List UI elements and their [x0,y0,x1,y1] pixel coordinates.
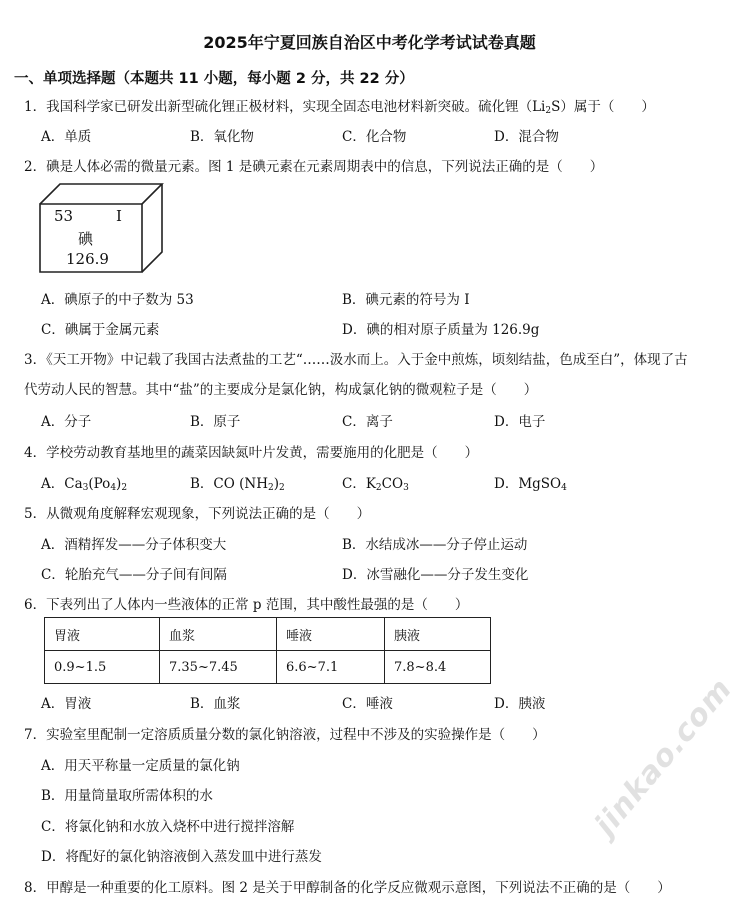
q2-option-a[interactable]: A．碘原子的中子数为 53 [41,292,194,308]
question-1-stem: 1．我国科学家已研发出新型硫化锂正极材料，实现全固态电池材料新突破。硫化锂$(Li_2S)$属于（ ） [24,99,655,116]
q1-option-a[interactable]: A．单质 [41,129,92,145]
table-header-row [45,618,491,651]
q2-option-b[interactable]: B．碘元素的符号为 I [342,292,470,308]
question-6-stem: 6．下表列出了人体内一些液体的正常 p 范围，其中酸性最强的是（ ） [24,597,469,613]
table-cell: 0.9~1.5 [45,651,160,684]
atomic-mass: 126.9 [66,250,109,268]
table-header-cell: 唾液 [277,618,385,651]
q6-option-d[interactable]: D．胰液 [494,696,546,712]
atomic-number: 53 [54,207,74,225]
table-header-cell: 血浆 [160,618,277,651]
q1-option-d[interactable]: D．混合物 [494,129,559,145]
q2-option-c[interactable]: C．碘属于金属元素 [41,322,160,338]
page-title: 2025年宁夏回族自治区中考化学考试试卷真题 [203,33,536,52]
table-cell: 7.35~7.45 [160,651,277,684]
ph-table [44,617,491,684]
q7-option-b[interactable]: B．用量筒量取所需体积的水 [41,788,213,804]
q3-option-b[interactable]: B．原子 [190,414,241,430]
question-3-stem-line2: 代劳动人民的智慧。其中“盐”的主要成分是氯化钠，构成氯化钠的微观粒子是（ ） [24,382,538,398]
q1-option-b[interactable]: B．氧化物 [190,129,254,145]
q4-option-d[interactable]: D．MgSO$_4$ [494,476,567,493]
table-header-cell: 胃液 [45,618,160,651]
q7-option-d[interactable]: D．将配好的氯化钠溶液倒入蒸发皿中进行蒸发 [41,849,322,865]
question-7-stem: 7．实验室里配制一定溶质质量分数的氯化钠溶液，过程中不涉及的实验操作是（ ） [24,727,546,743]
q5-option-c[interactable]: C．轮胎充气——分子间有间隔 [41,567,227,583]
table-header-cell: 胰液 [385,618,491,651]
q7-option-a[interactable]: A．用天平称量一定质量的氯化钠 [41,758,240,774]
q5-option-a[interactable]: A．酒精挥发——分子体积变大 [41,537,227,553]
table-cell: 7.8~8.4 [385,651,491,684]
q6-option-a[interactable]: A．胃液 [41,696,92,712]
q7-option-c[interactable]: C．将氯化钠和水放入烧杯中进行搅拌溶解 [41,819,295,835]
q3-option-c[interactable]: C．离子 [342,414,393,430]
question-8-stem: 8．甲醇是一种重要的化工原料。图 2 是关于甲醇制备的化学反应微观示意图，下列说法不正确的是（ ） [24,880,671,896]
question-3-stem-line1: 3．《天工开物》中记载了我国古法煮盐的工艺“……汲水而上。入于金中煎炼，顷刻结盐，色成至白”，体现了古 [24,352,688,368]
table-row [45,651,491,684]
element-name: 碘 [78,230,94,248]
element-symbol: I [116,207,122,225]
question-4-stem: 4．学校劳动教育基地里的蔬菜因缺氮叶片发黄，需要施用的化肥是（ ） [24,445,479,461]
watermark: jinkao.com [588,671,739,843]
q5-option-b[interactable]: B．水结成冰——分子停止运动 [342,537,528,553]
q6-option-b[interactable]: B．血浆 [190,696,241,712]
table-cell: 6.6~7.1 [277,651,385,684]
element-cell-figure [38,182,164,274]
q3-option-d[interactable]: D．电子 [494,414,546,430]
q4-option-c[interactable]: C．$K_2CO_3$ [342,476,409,493]
q4-option-a[interactable]: A．$Ca_3(Po_4)_2$ [41,476,128,493]
q4-option-b[interactable]: B．CO $(NH_2)_2$ [190,476,285,493]
q3-option-a[interactable]: A．分子 [41,414,92,430]
question-2-stem: 2．碘是人体必需的微量元素。图 1 是碘元素在元素周期表中的信息，下列说法正确的是（ ） [24,159,604,175]
q6-option-c[interactable]: C．唾液 [342,696,393,712]
section-heading: 一、单项选择题（本题共 11 小题，每小题 2 分，共 22 分） [14,71,414,87]
q5-option-d[interactable]: D．冰雪融化——分子发生变化 [342,567,529,583]
q2-option-d[interactable]: D．碘的相对原子质量为 126.9g [342,322,540,338]
q1-option-c[interactable]: C．化合物 [342,129,407,145]
question-5-stem: 5．从微观角度解释宏观现象，下列说法正确的是（ ） [24,506,371,522]
